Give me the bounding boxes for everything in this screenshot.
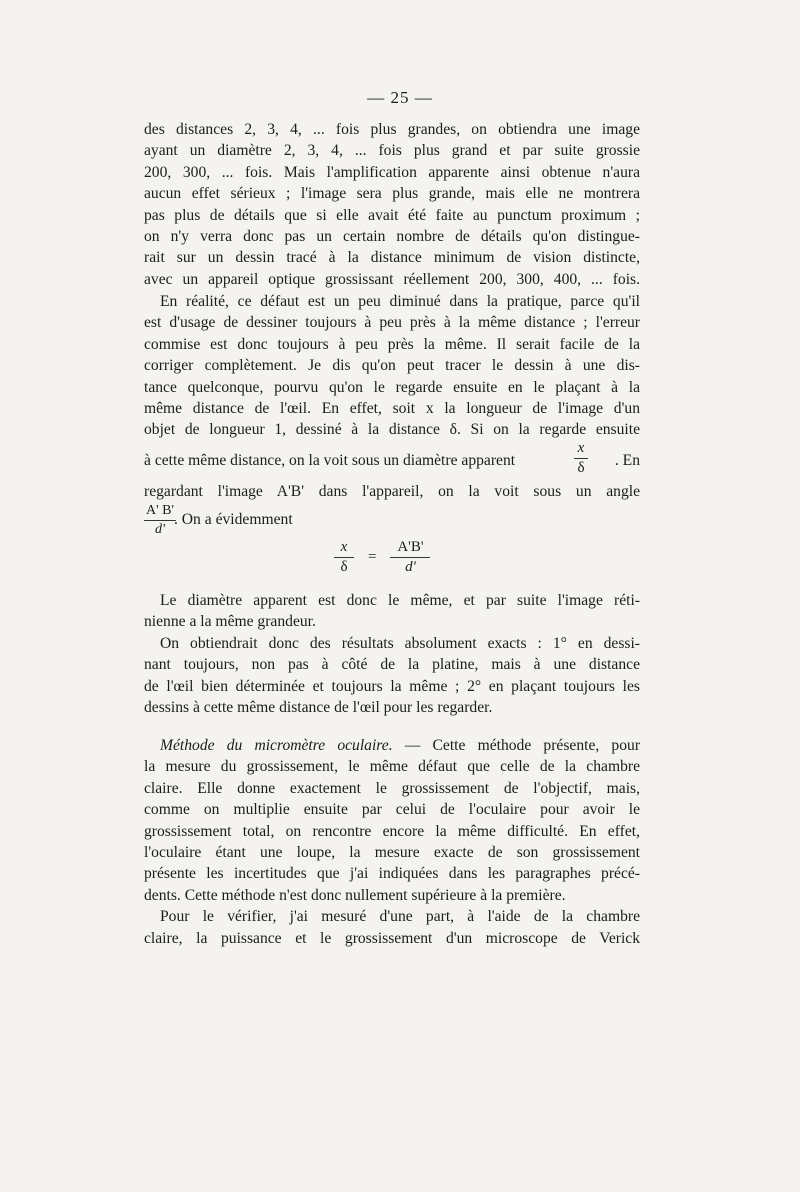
fraction-bar (144, 520, 176, 521)
fraction-numerator: x (340, 539, 348, 555)
text-line (144, 735, 640, 756)
fraction-bar (334, 557, 354, 558)
text-line: regardant l'image A'B' dans l'appareil, on la voit sous un angle (144, 483, 640, 500)
text-line: . On a évidemment (174, 511, 293, 528)
text-line: de l'œil bien déterminée et toujours la même ; 2° en plaçant toujours les (144, 677, 640, 695)
text-line: ayant un diamètre 2, 3, 4, ... fois plus grand et par suite grossie (144, 142, 640, 160)
text-line: même distance de l'œil. En effet, soit x la longueur de l'image d'un (144, 400, 640, 418)
text-line: présente les incertitudes que j'ai indiquées dans les paragraphes précé- (144, 865, 640, 883)
text-line: Le diamètre apparent est donc le même, et par suite l'image réti- (160, 592, 640, 609)
fraction-denominator: d' (155, 522, 165, 537)
fraction-denominator: δ (577, 460, 585, 476)
text-line: la mesure du grossissement, le même défaut que celle de la chambre (144, 758, 640, 776)
fraction-numerator: x (577, 440, 585, 456)
fraction-numerator: A'B' (397, 539, 424, 555)
fraction-numerator: A' B' (146, 503, 174, 518)
text-line: est d'usage de dessiner toujours à peu près à la même distance ; l'erreur (144, 314, 640, 332)
text-line: avec un appareil optique grossissant réellement 200, 300, 400, ... fois. (144, 270, 640, 288)
text-line: . En (614, 452, 640, 469)
section-heading: Méthode du micromètre oculaire. (160, 737, 393, 754)
text-line: dessins à cette même distance de l'œil pour les regarder. (144, 699, 493, 717)
text-line: claire. Elle donne exactement le grossissement de l'objectif, mais, (144, 779, 640, 797)
text-line: corriger complètement. Je dis qu'on peut tracer le dessin à une dis- (144, 357, 640, 375)
text-line: des distances 2, 3, 4, ... fois plus grandes, on obtiendra une image (144, 121, 640, 138)
text-line: commise est donc toujours à peu près la même. Il serait facile de la (144, 335, 640, 353)
text-line: nienne a la même grandeur. (144, 613, 316, 631)
text-line: claire, la puissance et le grossissement d'un microscope de Verick (144, 929, 640, 947)
text-line: tance quelconque, pourvu qu'on le regarde ensuite en le plaçant à la (144, 378, 640, 396)
text-line: pas plus de détails que si elle avait été faite au punctum proximum ; (144, 206, 640, 224)
equation-left-fraction (334, 539, 354, 576)
text-line: aucun effet sérieux ; l'image sera plus grande, mais elle ne montrera (144, 185, 640, 203)
regard-line (144, 481, 640, 502)
fraction-denominator: d' (405, 559, 416, 575)
paragraph-amplification (144, 119, 640, 290)
text-line: nant toujours, non pas à côté de la platine, mais à une distance (144, 656, 640, 674)
fraction-bar (574, 458, 588, 459)
text-line: on n'y verra donc pas un certain nombre de détails qu'on distingue- (144, 228, 640, 246)
paragraph-realite (144, 291, 640, 441)
paragraph-conclusion (144, 590, 640, 718)
equation-right-fraction (390, 539, 430, 576)
fraction-ab-over-d (144, 503, 176, 538)
text-line: comme on multiplie ensuite par celui de l'oculaire pour avoir le (144, 801, 640, 819)
text-line: grossissement total, on rencontre encore la même difficulté. En effet, (144, 822, 640, 840)
paragraph-micrometre (144, 735, 640, 949)
fraction-denominator: δ (340, 559, 348, 575)
text-line: rait sur un dessin tracé à la distance minimum de vision distincte, (144, 249, 640, 267)
fraction-x-over-delta (574, 440, 588, 477)
inline-fraction-line (144, 440, 640, 486)
text-line: l'oculaire étant une loupe, la mesure exacte de son grossissement (144, 844, 640, 862)
fraction-bar (390, 557, 430, 558)
text-line: dents. Cette méthode n'est donc nullement supérieure à la première. (144, 886, 566, 904)
text-line: On obtiendrait donc des résultats absolument exacts : 1° en dessi- (160, 634, 640, 652)
text-line: En réalité, ce défaut est un peu diminué dans la pratique, parce qu'il (160, 293, 640, 310)
page-number: — 25 — (367, 88, 433, 107)
text-line: objet de longueur 1, dessiné à la distance δ. Si on la regarde ensuite (144, 421, 640, 439)
text-line: à cette même distance, on la voit sous un diamètre apparent (144, 452, 516, 469)
text-line: Pour le vérifier, j'ai mesuré d'une part, à l'aide de la chambre (160, 908, 640, 926)
equation (334, 539, 430, 576)
text-fragment: — Cette méthode présente, pour (392, 737, 641, 754)
text-line: 200, 300, ... fois. Mais l'amplification apparente ainsi obtenue n'aura (144, 163, 640, 181)
equals-sign: = (368, 549, 377, 565)
